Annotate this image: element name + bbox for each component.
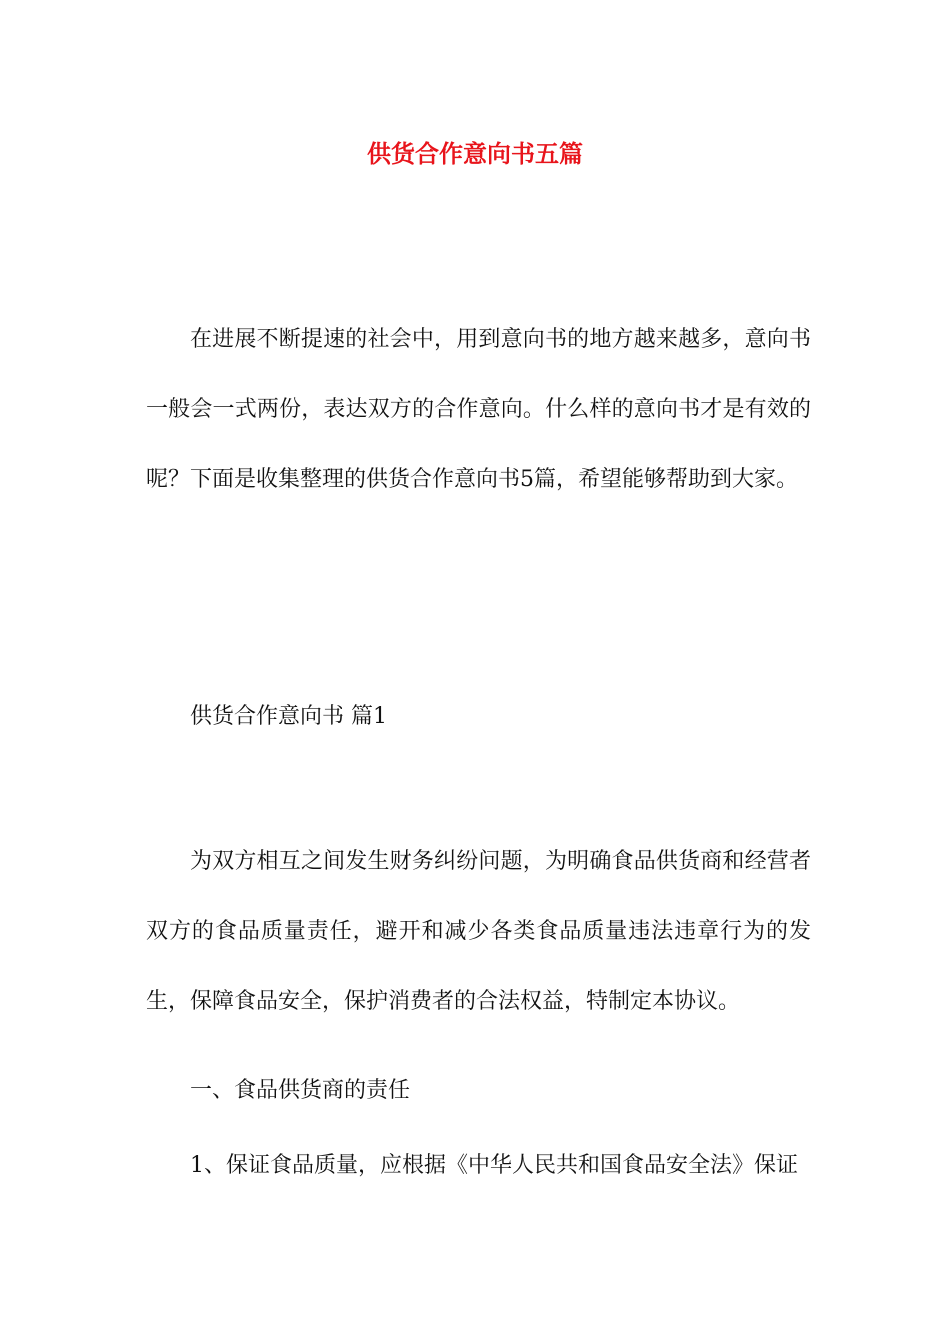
document-title: 供货合作意向书五篇 (367, 139, 583, 168)
intro-paragraph: 在进展不断提速的社会中，用到意向书的地方越来越多，意向书一般会一式两份，表达双方的合作意向。什么样的意向书才是有效的呢？下面是收集整理的供货合作意向书5篇，希望能够帮助到大家。 (146, 327, 811, 492)
section-heading: 供货合作意向书 篇1 (190, 704, 387, 729)
clause-1: 1、保证食品质量，应根据《中华人民共和国食品安全法》保证 (190, 1153, 798, 1178)
subheading: 一、食品供货商的责任 (190, 1078, 411, 1103)
section-paragraph: 为双方相互之间发生财务纠纷问题，为明确食品供货商和经营者双方的食品质量责任，避开和减少各类食品质量违法违章行为的发生，保障食品安全，保护消费者的合法权益，特制定本协议。 (146, 849, 811, 1014)
